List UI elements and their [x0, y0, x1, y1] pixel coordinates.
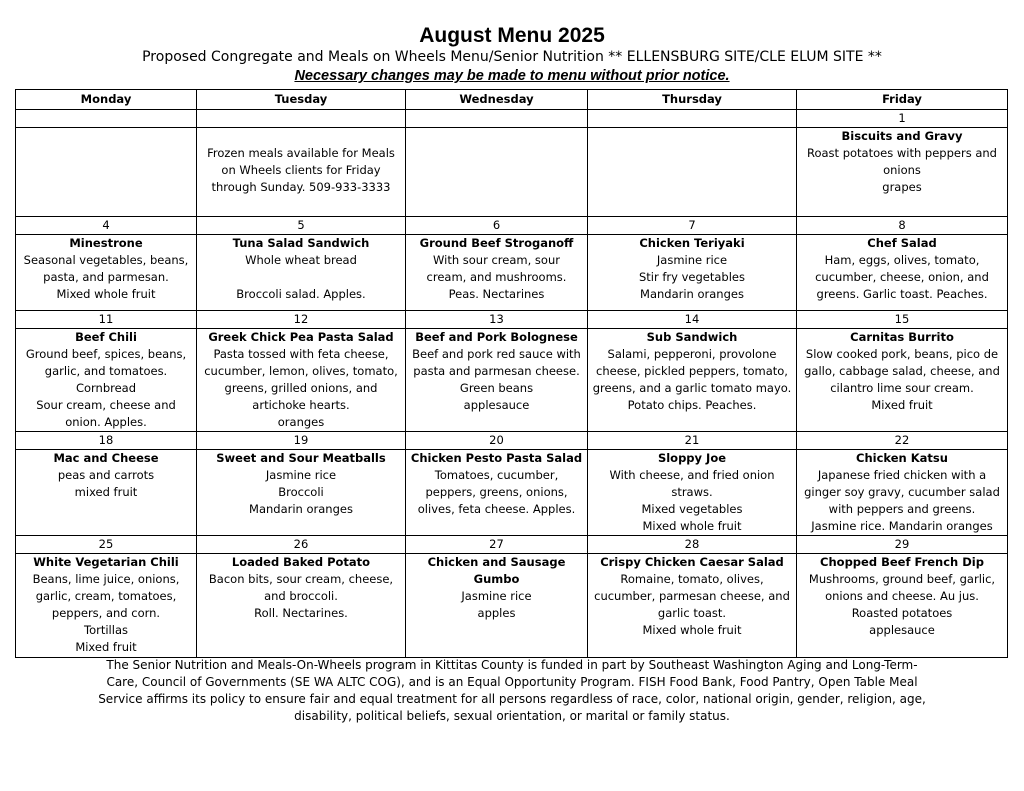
date-cell	[406, 110, 588, 128]
meal-detail-line: cilantro lime sour cream.	[830, 381, 974, 395]
menu-calendar	[15, 89, 1008, 658]
meal-cell	[588, 329, 797, 432]
meal-cell	[588, 128, 797, 217]
meal-title: Chicken Teriyaki	[639, 236, 745, 250]
meal-detail-line: pasta, and parmesan.	[43, 270, 169, 284]
meal-detail-line: Potato chips. Peaches.	[627, 398, 757, 412]
meal-detail-line: greens, grilled onions, and	[224, 381, 378, 395]
date-cell: 15	[797, 311, 1008, 329]
meal-detail-line: Jasmine rice. Mandarin oranges	[811, 519, 993, 533]
meal-cell	[16, 235, 197, 311]
meal-detail-line: Jasmine rice	[265, 468, 337, 482]
meal-cell	[197, 329, 406, 432]
meal-row	[16, 235, 1008, 311]
date-cell: 13	[406, 311, 588, 329]
meal-title: Carnitas Burrito	[850, 330, 954, 344]
meal-cell	[197, 235, 406, 311]
date-cell: 14	[588, 311, 797, 329]
meal-title: Beef Chili	[75, 330, 137, 344]
meal-detail-line: cream, and mushrooms.	[426, 270, 567, 284]
day-header: Tuesday	[197, 90, 406, 110]
meal-detail-line: garlic, cream, tomatoes,	[35, 589, 177, 603]
meal-detail-line: Bacon bits, sour cream, cheese,	[208, 572, 394, 586]
meal-detail-line: Broccoli salad. Apples.	[236, 287, 366, 301]
meal-row	[16, 329, 1008, 432]
meal-detail-line: onion. Apples.	[65, 415, 147, 429]
date-cell: 22	[797, 432, 1008, 450]
meal-detail-line: Roll. Nectarines.	[254, 606, 348, 620]
date-cell	[588, 110, 797, 128]
meal-detail-line: Seasonal vegetables, beans,	[23, 253, 189, 267]
meal-detail-line: Mixed whole fruit	[642, 519, 742, 533]
meal-detail-line: cucumber, cheese, onion, and	[815, 270, 989, 284]
date-cell: 1	[797, 110, 1008, 128]
meal-title: Sloppy Joe	[657, 451, 727, 465]
meal-detail-line: Romaine, tomato, olives,	[620, 572, 764, 586]
date-row	[16, 536, 1008, 554]
meal-title: Biscuits and Gravy	[841, 129, 963, 143]
day-header: Friday	[797, 90, 1008, 110]
meal-cell	[797, 450, 1008, 536]
meal-detail-line: Stir fry vegetables	[639, 270, 745, 284]
day-header: Wednesday	[406, 90, 588, 110]
date-cell: 11	[16, 311, 197, 329]
meal-detail-line: Japanese fried chicken with a	[817, 468, 987, 482]
meal-detail-line: through Sunday. 509-933-3333	[211, 180, 391, 194]
date-cell: 26	[197, 536, 406, 554]
meal-title: Beef and Pork Bolognese	[415, 330, 578, 344]
meal-row	[16, 128, 1008, 217]
page-subtitle: Proposed Congregate and Meals on Wheels Menu/Senior Nutrition ** ELLENSBURG SITE/CLE ELUM SITE **	[142, 49, 882, 65]
date-cell	[197, 110, 406, 128]
day-header: Monday	[16, 90, 197, 110]
meal-detail-line: Salami, pepperoni, provolone	[607, 347, 777, 361]
meal-detail-line: gallo, cabbage salad, cheese, and	[804, 364, 1000, 378]
meal-detail-line: and broccoli.	[264, 589, 338, 603]
notice-text: Necessary changes may be made to menu without prior notice.	[294, 68, 730, 84]
meal-title: Minestrone	[69, 236, 143, 250]
page-title: August Menu 2025	[419, 24, 605, 47]
meal-detail-line: Ham, eggs, olives, tomato,	[824, 253, 980, 267]
meal-cell	[406, 235, 588, 311]
meal-detail-line: applesauce	[463, 398, 530, 412]
meal-detail-line: Peas. Nectarines	[448, 287, 545, 301]
meal-detail-line: onions	[883, 163, 921, 177]
meal-detail-line: greens. Garlic toast. Peaches.	[816, 287, 988, 301]
date-cell: 6	[406, 217, 588, 235]
meal-detail-line: apples	[477, 606, 516, 620]
date-cell	[16, 110, 197, 128]
meal-detail-line: Tomatoes, cucumber,	[434, 468, 559, 482]
date-cell: 18	[16, 432, 197, 450]
meal-cell	[588, 450, 797, 536]
meal-cell	[197, 128, 406, 217]
meal-detail-line: Tortillas	[84, 623, 128, 637]
footer-disclaimer	[0, 657, 1024, 725]
date-cell: 20	[406, 432, 588, 450]
meal-title: Crispy Chicken Caesar Salad	[600, 555, 784, 569]
date-cell: 7	[588, 217, 797, 235]
meal-cell	[16, 450, 197, 536]
meal-title: Sub Sandwich	[646, 330, 738, 344]
meal-row	[16, 450, 1008, 536]
meal-detail-line: Sour cream, cheese and	[36, 398, 176, 412]
meal-title: Greek Chick Pea Pasta Salad	[208, 330, 394, 344]
meal-cell	[588, 235, 797, 311]
meal-detail-line: peas and carrots	[57, 468, 155, 482]
meal-detail-line: Mixed vegetables	[641, 502, 743, 516]
weekday-header-row	[16, 90, 1008, 110]
meal-title: Loaded Baked Potato	[231, 555, 371, 569]
meal-detail-line: artichoke hearts.	[252, 398, 350, 412]
meal-detail-line: cheese, pickled peppers, tomato,	[596, 364, 788, 378]
meal-detail-line: With cheese, and fried onion	[609, 468, 775, 482]
meal-title: Chicken Pesto Pasta Salad	[410, 451, 583, 465]
meal-title: Ground Beef Stroganoff	[419, 236, 574, 250]
meal-detail-line: Pasta tossed with feta cheese,	[213, 347, 389, 361]
meal-detail-line: garlic toast.	[657, 606, 727, 620]
meal-detail-line: cucumber, lemon, olives, tomato,	[204, 364, 398, 378]
meal-detail-line: applesauce	[869, 623, 935, 637]
date-row	[16, 217, 1008, 235]
date-row	[16, 110, 1008, 128]
calendar-body	[16, 110, 1008, 658]
meal-detail-line: Mixed fruit	[75, 640, 137, 654]
meal-cell	[16, 554, 197, 658]
date-cell: 29	[797, 536, 1008, 554]
meal-detail-line: Mandarin oranges	[249, 502, 353, 516]
meal-cell	[16, 128, 197, 217]
meal-detail-line: Frozen meals available for Meals	[207, 146, 395, 160]
meal-cell	[406, 128, 588, 217]
meal-cell	[797, 235, 1008, 311]
meal-cell	[406, 329, 588, 432]
meal-detail-line: Slow cooked pork, beans, pico de	[805, 347, 999, 361]
meal-detail-line: With sour cream, sour	[433, 253, 560, 267]
meal-detail-line: straws.	[671, 485, 713, 499]
meal-cell	[197, 554, 406, 658]
date-row	[16, 432, 1008, 450]
meal-row	[16, 554, 1008, 658]
date-cell: 19	[197, 432, 406, 450]
date-cell: 25	[16, 536, 197, 554]
meal-cell	[197, 450, 406, 536]
meal-detail-line: Cornbread	[75, 381, 137, 395]
meal-title: White Vegetarian Chili	[33, 555, 179, 569]
meal-cell	[588, 554, 797, 658]
meal-detail-line: Mandarin oranges	[640, 287, 744, 301]
meal-detail-line: Roast potatoes with peppers and	[807, 146, 997, 160]
meal-cell	[797, 554, 1008, 658]
meal-detail-line: Mixed fruit	[871, 398, 933, 412]
footer-text: The Senior Nutrition and Meals-On-Wheels program in Kittitas County is funded in part by Southeast Washington Aging and Long-Term-Care, Council of Governments (SE WA ALTC COG), and is an Equal Opportunity Program. FISH Food Bank, Food Pantry, Open Table Meal Service affirms its policy to ensure fair and equal treatment for all persons regardless of race, color, national origin, gender, religion, age, disability, political beliefs, sexual orientation, or marital or family status.	[98, 658, 926, 723]
meal-detail-line: Whole wheat bread	[245, 253, 357, 267]
date-cell: 21	[588, 432, 797, 450]
meal-title: Tuna Salad Sandwich	[232, 236, 370, 250]
date-cell: 12	[197, 311, 406, 329]
meal-detail-line: on Wheels clients for Friday	[221, 163, 381, 177]
meal-detail-line: oranges	[277, 415, 325, 429]
meal-title: Sweet and Sour Meatballs	[216, 451, 386, 465]
meal-cell	[16, 329, 197, 432]
meal-detail-line: garlic, and tomatoes.	[44, 364, 168, 378]
meal-detail-line: peppers, greens, onions,	[425, 485, 568, 499]
date-cell: 28	[588, 536, 797, 554]
meal-detail-line: cucumber, parmesan cheese, and	[594, 589, 790, 603]
meal-detail-line: grapes	[882, 180, 922, 194]
meal-detail-line: ginger soy gravy, cucumber salad	[804, 485, 1000, 499]
meal-detail-line: Mixed whole fruit	[56, 287, 156, 301]
meal-detail-line: onions and cheese. Au jus.	[825, 589, 979, 603]
meal-title: Chef Salad	[867, 236, 937, 250]
date-row	[16, 311, 1008, 329]
meal-detail-line: Jasmine rice	[656, 253, 728, 267]
meal-detail-line: Mushrooms, ground beef, garlic,	[808, 572, 996, 586]
meal-detail-line: Mixed whole fruit	[642, 623, 742, 637]
meal-detail-line: Roasted potatoes	[851, 606, 953, 620]
meal-detail-line: with peppers and greens.	[828, 502, 976, 516]
date-cell: 27	[406, 536, 588, 554]
meal-cell	[797, 128, 1008, 217]
meal-detail-line: greens, and a garlic tomato mayo.	[592, 381, 792, 395]
meal-detail-line: olives, feta cheese. Apples.	[417, 502, 576, 516]
meal-cell	[406, 554, 588, 658]
meal-title: Chicken Katsu	[856, 451, 948, 465]
day-header: Thursday	[588, 90, 797, 110]
meal-title: Mac and Cheese	[53, 451, 159, 465]
meal-detail-line	[199, 128, 403, 145]
meal-detail-line: Green beans	[459, 381, 534, 395]
meal-detail-line: pasta and parmesan cheese.	[413, 364, 580, 378]
date-cell: 4	[16, 217, 197, 235]
date-cell: 5	[197, 217, 406, 235]
meal-detail-line: Beans, lime juice, onions,	[32, 572, 180, 586]
meal-title: Chicken and Sausage Gumbo	[427, 555, 566, 586]
meal-detail-line	[199, 269, 403, 286]
meal-cell	[797, 329, 1008, 432]
meal-detail-line: Jasmine rice	[461, 589, 532, 603]
meal-detail-line: mixed fruit	[74, 485, 138, 499]
meal-title: Chopped Beef French Dip	[820, 555, 984, 569]
meal-cell	[406, 450, 588, 536]
date-cell: 8	[797, 217, 1008, 235]
meal-detail-line: Broccoli	[278, 485, 324, 499]
meal-detail-line: Beef and pork red sauce with	[412, 347, 581, 361]
meal-detail-line: peppers, and corn.	[51, 606, 161, 620]
meal-detail-line: Ground beef, spices, beans,	[25, 347, 187, 361]
